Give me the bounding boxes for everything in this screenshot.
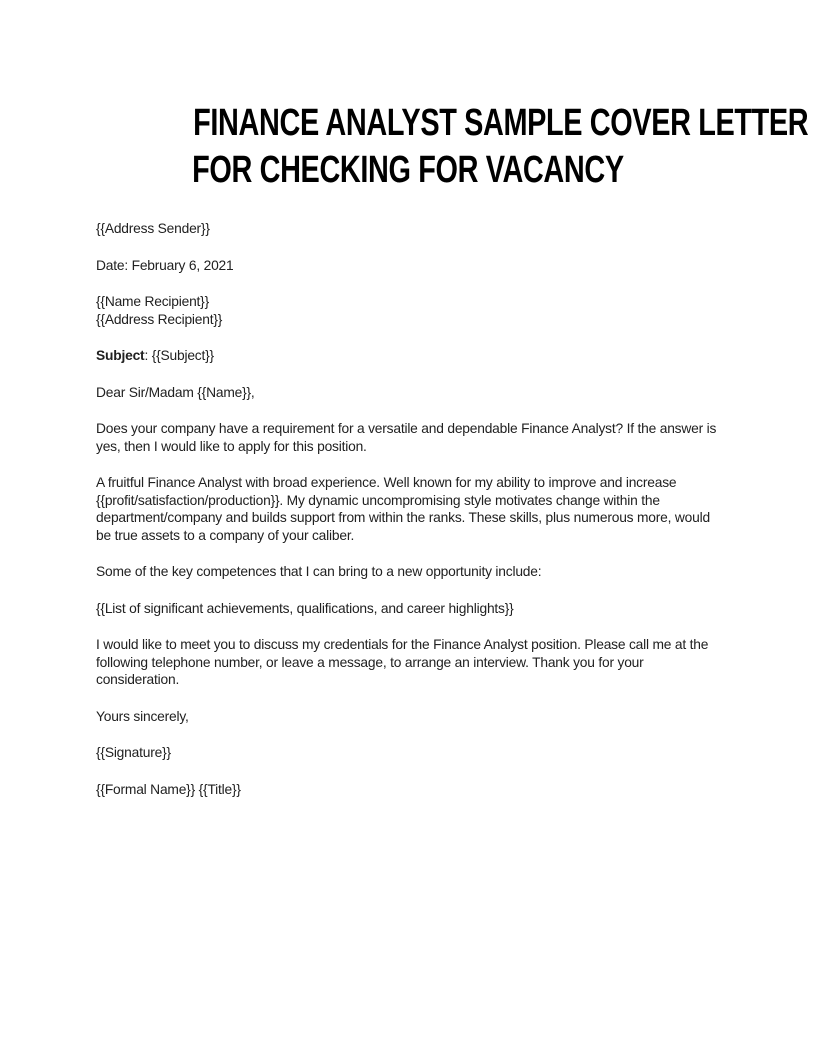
salutation: Dear Sir/Madam {{Name}}, — [96, 384, 255, 400]
date-line: Date: February 6, 2021 — [96, 257, 234, 273]
closing: Yours sincerely, — [96, 708, 189, 724]
subject-placeholder: : {{Subject}} — [144, 348, 214, 363]
paragraph-achievements-placeholder: {{List of significant achievements, qualifications, and career highlights}} — [96, 600, 514, 616]
paragraph-intro: Does your company have a requirement for a versatile and dependable Finance Analyst? If the answer is yes, then I would like to apply for this position. — [96, 421, 717, 454]
recipient-address-placeholder: {{Address Recipient}} — [96, 311, 223, 327]
paragraph-experience: A fruitful Finance Analyst with broad experience. Well known for my ability to improve and increase {{profit/satisfaction/production}}. My dynamic uncompromising style motivates change within the department/company and builds support from within the ranks. These skills, plus numerous more, would be true assets to a company of your caliber. — [96, 475, 710, 543]
letter-body — [96, 220, 720, 798]
subject-line — [96, 347, 720, 365]
subject-label: Subject — [96, 348, 145, 363]
paragraph-meeting: I would like to meet you to discuss my credentials for the Finance Analyst position. Please call me at the following telephone number, or leave a message, to arrange an interview. Thank you for your consideration. — [96, 637, 709, 687]
document-title-line1: FINANCE ANALYST SAMPLE COVER LETTER — [193, 102, 809, 144]
sender-address-placeholder: {{Address Sender}} — [96, 221, 210, 236]
recipient-name-placeholder: {{Name Recipient}} — [96, 294, 209, 309]
formal-name-title-placeholder: {{Formal Name}} {{Title}} — [96, 781, 241, 797]
paragraph-competences: Some of the key competences that I can bring to a new opportunity include: — [96, 564, 542, 579]
signature-placeholder: {{Signature}} — [96, 745, 171, 760]
document-title — [96, 100, 809, 194]
recipient-block — [96, 293, 720, 328]
document-title-line2: FOR CHECKING FOR VACANCY — [192, 149, 624, 191]
